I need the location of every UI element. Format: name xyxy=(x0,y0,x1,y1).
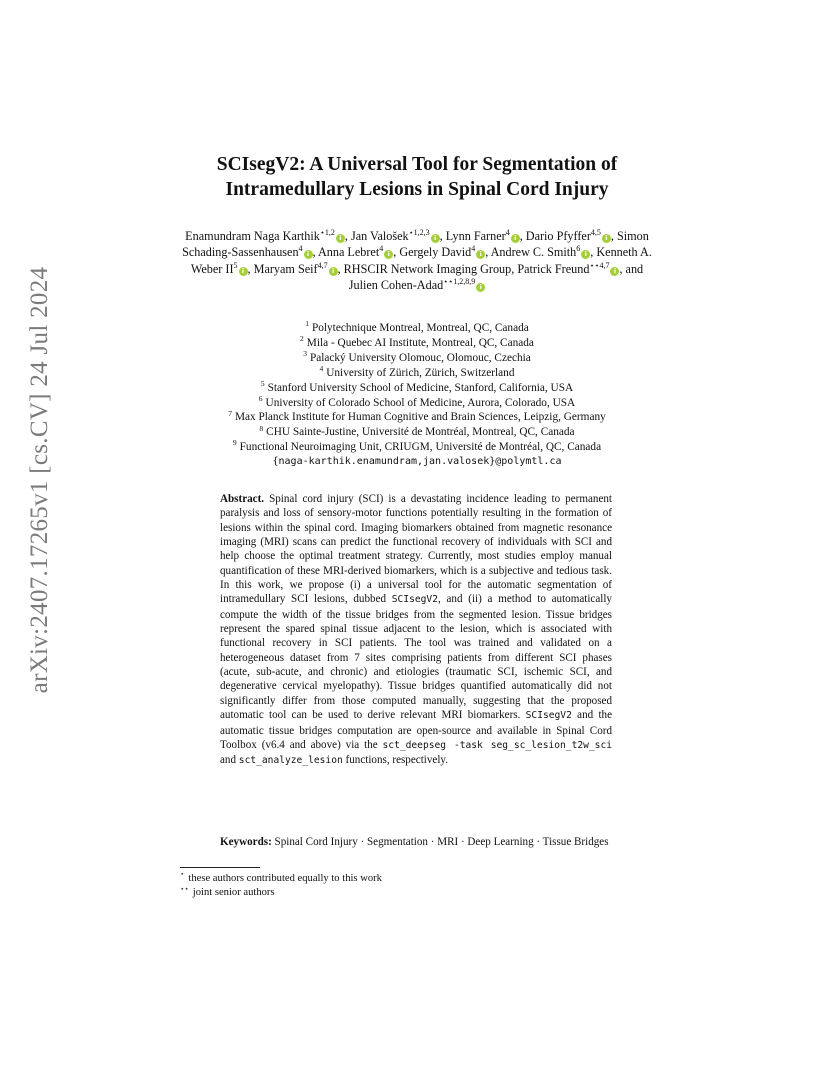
author-affiliation-marks: ⋆⋆1,2,8,9 xyxy=(443,277,476,287)
author-entry xyxy=(351,229,440,243)
author-separator: , and xyxy=(619,261,644,276)
affiliation-text: CHU Sainte-Justine, Université de Montréal, Montreal, QC, Canada xyxy=(266,426,575,439)
affiliation-line xyxy=(150,378,684,396)
author-name: Gergely David xyxy=(399,245,472,260)
footnote-mark: ⋆⋆ xyxy=(180,884,189,893)
footnote-text: joint senior authors xyxy=(192,887,275,899)
author-list xyxy=(180,228,654,294)
author-name: Maryam Seif xyxy=(253,261,318,276)
affiliation-text: Palacký University Olomouc, Olomouc, Czechia xyxy=(309,351,531,364)
affiliation-text: Stanford University School of Medicine, Stanford, California, USA xyxy=(267,381,574,394)
author-entry xyxy=(318,245,393,259)
author-name: Jan Valošek xyxy=(350,229,409,243)
author-affiliation-marks: 4,7 xyxy=(317,260,328,270)
author-affiliation-marks: 4 xyxy=(298,244,303,254)
affiliation-number: 3 xyxy=(303,349,307,359)
author-separator: , xyxy=(393,245,400,260)
abstract-text-part-5: functions, respectively. xyxy=(342,754,449,767)
arxiv-identifier-stamp: arXiv:2407.17265v1 [cs.CV] 24 Jul 2024 xyxy=(26,266,53,694)
affiliation-number: 1 xyxy=(305,319,309,329)
command-code: sct_deepseg -task seg_sc_lesion_t2w_sci xyxy=(382,739,613,751)
affiliation-number: 4 xyxy=(319,363,324,373)
author-entry xyxy=(399,245,485,259)
author-separator: , xyxy=(519,229,526,243)
affiliation-line xyxy=(150,336,684,351)
affiliation-number: 7 xyxy=(228,408,232,418)
orcid-icon[interactable]: i xyxy=(476,250,485,259)
affiliation-number: 9 xyxy=(232,438,237,448)
orcid-icon[interactable]: i xyxy=(431,234,440,243)
author-separator: , xyxy=(610,229,617,243)
affiliation-number: 6 xyxy=(258,393,263,403)
affiliation-line xyxy=(150,410,684,425)
affiliation-text: Max Planck Institute for Human Cognitive and Brain Sciences, Leipzig, Germany xyxy=(234,411,606,424)
author-entry xyxy=(526,229,611,243)
footnote-text: these authors contributed equally to this work xyxy=(188,873,382,884)
affiliation-line xyxy=(150,351,684,366)
affiliation-text: Polytechnique Montreal, Montreal, QC, Canada xyxy=(311,322,529,334)
affiliation-text: University of Zürich, Zürich, Switzerland xyxy=(326,366,515,379)
affiliation-line xyxy=(150,363,684,381)
orcid-icon[interactable]: i xyxy=(336,234,345,243)
author-separator: , xyxy=(485,245,491,260)
affiliation-text: Mila - Quebec AI Institute, Montreal, QC, Canada xyxy=(306,336,534,349)
author-affiliation-marks: 5 xyxy=(233,260,238,270)
orcid-icon[interactable]: i xyxy=(239,267,248,276)
abstract-text-part-3: and the automatic tissue bridges computation are open-source and available in Spinal Cord Toolbox (v6.4 and above) via the xyxy=(220,709,612,751)
affiliation-number: 8 xyxy=(259,423,264,433)
abstract xyxy=(220,492,612,769)
affiliation-number: 5 xyxy=(260,378,265,388)
orcid-icon[interactable]: i xyxy=(329,267,338,276)
author-separator: , xyxy=(590,245,597,260)
affiliation-text: University of Colorado School of Medicine, Aurora, Colorado, USA xyxy=(265,396,576,409)
author-name: RHSCIR Network Imaging Group, Patrick Freund xyxy=(343,261,590,276)
author-separator: , xyxy=(344,229,351,243)
keywords xyxy=(220,835,612,849)
author-name: Lynn Farner xyxy=(445,229,506,243)
author-name: Dario Pfyffer xyxy=(525,229,591,243)
author-entry xyxy=(185,229,345,243)
title-line-1: SCIsegV2: A Universal Tool for Segmentation of xyxy=(216,154,618,175)
author-entry xyxy=(254,262,338,276)
author-separator: , xyxy=(312,245,318,260)
author-name: Kenneth A. Weber II xyxy=(190,245,652,276)
abstract-label: Abstract. xyxy=(220,493,265,505)
title-line-2: Intramedullary Lesions in Spinal Cord Injury xyxy=(225,179,609,200)
affiliation-line xyxy=(150,440,684,455)
author-affiliation-marks: ⋆1,2 xyxy=(319,227,335,237)
affiliation-number: 2 xyxy=(300,334,304,344)
orcid-icon[interactable]: i xyxy=(304,250,313,259)
affiliation-lines xyxy=(150,321,684,455)
footnotes xyxy=(180,872,640,900)
author-affiliation-marks: 4 xyxy=(505,227,510,237)
author-name: Julien Cohen-Adad xyxy=(348,278,444,293)
paper-title xyxy=(150,152,684,202)
affiliation-text: Functional Neuroimaging Unit, CRIUGM, Université de Montréal, QC, Canada xyxy=(239,441,602,454)
orcid-icon[interactable]: i xyxy=(511,234,520,243)
footnote-mark: ⋆ xyxy=(180,870,185,879)
affiliation-list xyxy=(150,321,684,470)
author-name: Simon Schading-Sassenhausen xyxy=(182,229,649,260)
abstract-text-part-2: , and (ii) a method to automatically compute the width of the tissue bridges from the segmented lesion. Tissue bridges represent the spared spinal tissue adjacent to the lesion, which is associated with functional recovery in SCI patients. The tool was trained and validated on a heterogeneous dataset from 7 sites comprising patients from different SCI phases (acute, sub-acute, and chronic) and etiologies (traumatic SCI, ischemic SCI, and degenerative cervical myelopathy). Tissue bridges quantified automatically did not significantly differ from those computed manually, suggesting that the proposed automatic tool can be used to derive relevant MRI biomarkers. xyxy=(220,593,612,722)
author-separator: , xyxy=(439,229,446,243)
orcid-icon[interactable]: i xyxy=(384,250,393,259)
author-name: Andrew C. Smith xyxy=(490,245,577,260)
footnote xyxy=(180,886,640,900)
orcid-icon[interactable]: i xyxy=(610,267,619,276)
keywords-text: Spinal Cord Injury · Segmentation · MRI · Deep Learning · Tissue Bridges xyxy=(271,836,609,848)
author-affiliation-marks: ⋆1,2,3 xyxy=(408,227,430,237)
affiliation-line xyxy=(150,321,684,336)
author-affiliation-marks: 4,5 xyxy=(590,227,601,237)
author-affiliation-marks: ⋆⋆4,7 xyxy=(589,260,610,270)
orcid-icon[interactable]: i xyxy=(581,250,590,259)
author-affiliation-marks: 6 xyxy=(576,244,581,254)
author-entry xyxy=(446,229,520,243)
orcid-icon[interactable]: i xyxy=(602,234,611,243)
tool-name-code: SCIsegV2 xyxy=(525,710,572,722)
tool-name-code: SCIsegV2 xyxy=(391,594,438,606)
footnote-divider xyxy=(180,867,260,868)
author-affiliation-marks: 4 xyxy=(379,244,384,254)
author-entry xyxy=(491,245,591,259)
affiliation-line xyxy=(150,425,684,440)
author-affiliation-marks: 4 xyxy=(471,244,476,254)
author-name: Enamundram Naga Karthik xyxy=(185,229,320,243)
author-separator: , xyxy=(337,261,341,276)
author-separator: , xyxy=(247,261,254,276)
abstract-text-part-1: Spinal cord injury (SCI) is a devastating incidence leading to permanent paralysis and loss of sensory-motor functions potentially resulting in the formation of lesions within the spinal cord. Imaging biomarkers obtained from magnetic resonance imaging (MRI) scans can predict the functional recovery of individuals with SCI and help choose the optimal treatment strategy. Currently, most studies employ manual quantification of these MRI-derived biomarkers, which is a subjective and tedious task. In this work, we propose (i) a universal tool for the automatic segmentation of intramedullary SCI lesions, dubbed xyxy=(220,493,612,606)
abstract-text-part-4: and xyxy=(220,754,239,767)
keywords-label: Keywords: xyxy=(220,836,272,848)
author-name: Anna Lebret xyxy=(317,245,380,260)
contact-email[interactable]: {naga-karthik.enamundram,jan.valosek}@polymtl.ca xyxy=(272,456,562,468)
footnote xyxy=(180,872,640,886)
author-entry xyxy=(344,262,620,276)
orcid-icon[interactable]: i xyxy=(476,283,485,292)
function-code: sct_analyze_lesion xyxy=(238,755,343,767)
author-entry xyxy=(349,278,485,292)
